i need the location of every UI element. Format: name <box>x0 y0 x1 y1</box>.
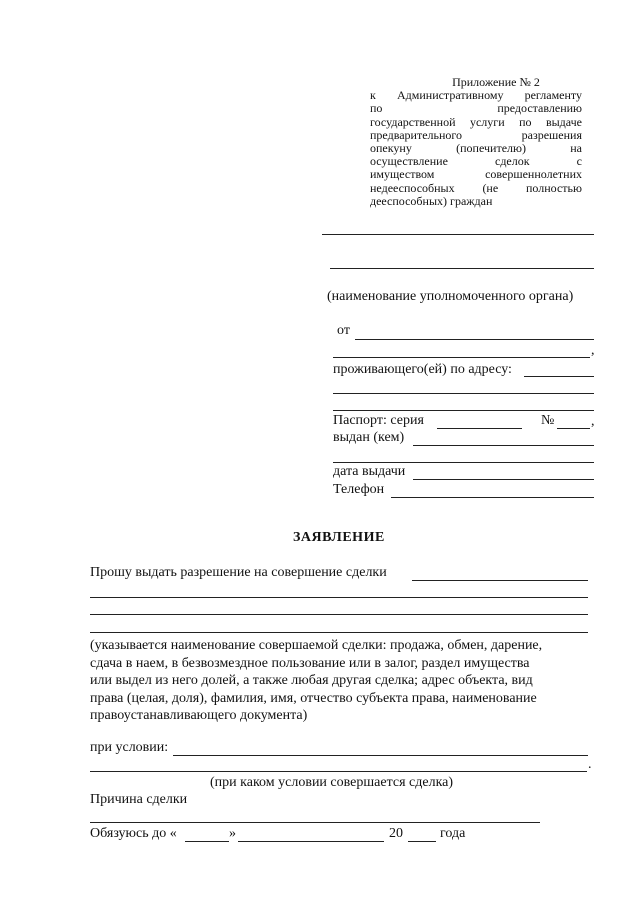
oblige-month-line[interactable] <box>238 841 384 842</box>
deal-description <box>90 637 590 725</box>
authority-caption: (наименование уполномоченного органа) <box>327 289 574 304</box>
description-line: (указывается наименование совершаемой сделки: продажа, обмен, дарение, <box>90 638 543 653</box>
description-line: или выдел из него долей, а также любая другая сделка; адрес объекта, вид <box>90 673 533 688</box>
from-label: от <box>337 323 350 338</box>
issue-date-line[interactable] <box>413 479 594 480</box>
issued-by-line[interactable] <box>413 445 594 446</box>
document-heading: ЗАЯВЛЕНИЕ <box>293 530 385 545</box>
annex-title: Приложение № 2 <box>452 75 540 89</box>
oblige-label: Обязуюсь до « <box>90 826 177 841</box>
reason-line[interactable] <box>90 822 540 823</box>
authority-line-2[interactable] <box>330 268 594 269</box>
phone-label: Телефон <box>333 482 385 497</box>
deal-line-2[interactable] <box>90 597 588 598</box>
description-line: правоустанавливающего документа) <box>90 708 308 723</box>
annex-line: предварительного разрешения <box>370 127 582 142</box>
passport-series-line[interactable] <box>437 428 522 429</box>
deal-line-4[interactable] <box>90 632 588 633</box>
annex-line: имуществом совершеннолетних <box>370 167 582 182</box>
phone-line[interactable] <box>391 497 594 498</box>
reason-label: Причина сделки <box>90 792 188 807</box>
residing-label: проживающего(ей) по адресу: <box>333 362 512 377</box>
issued-by-line-2[interactable] <box>333 462 594 463</box>
year-prefix: 20 <box>389 826 403 841</box>
deal-line-1[interactable] <box>412 580 588 581</box>
annex-line: государственной услуги по выдаче <box>370 114 582 129</box>
oblige-day-line[interactable] <box>185 841 229 842</box>
description-line: сдача в наем, в безвозмездное пользование или в залог, раздел имущества <box>90 655 530 671</box>
issued-by-label: выдан (кем) <box>333 430 405 445</box>
comma: , <box>591 414 595 429</box>
condition-end: . <box>588 757 592 772</box>
quote-close: » <box>229 826 236 841</box>
from-name-line-2[interactable] <box>333 357 590 358</box>
annex-block <box>370 76 582 208</box>
number-sign: № <box>541 413 555 428</box>
condition-label: при условии: <box>90 740 169 755</box>
address-line-2[interactable] <box>333 393 594 394</box>
address-line-3[interactable] <box>333 410 594 411</box>
passport-label: Паспорт: серия <box>333 413 424 428</box>
from-name-line[interactable] <box>355 339 594 340</box>
address-line-1[interactable] <box>524 376 594 377</box>
authority-line-1[interactable] <box>322 234 594 235</box>
request-text: Прошу выдать разрешение на совершение сделки <box>90 565 387 580</box>
description-line: права (целая, доля), фамилия, имя, отчество субъекта права, наименование <box>90 690 537 706</box>
annex-line: к Административному регламенту <box>370 88 582 103</box>
deal-line-3[interactable] <box>90 614 588 615</box>
annex-line: осуществление сделок с <box>370 154 582 169</box>
issue-date-label: дата выдачи <box>333 464 406 479</box>
annex-line: дееспособных) граждан <box>370 193 493 208</box>
condition-line-1[interactable] <box>173 755 588 756</box>
annex-line: по предоставлению <box>370 101 582 116</box>
comma: , <box>591 343 595 358</box>
condition-line-2[interactable] <box>90 771 587 772</box>
oblige-year-line[interactable] <box>408 841 436 842</box>
condition-caption: (при каком условии совершается сделка) <box>210 775 454 790</box>
annex-line: недееспособных (не полностью <box>370 180 582 195</box>
annex-line: опекуну (попечителю) на <box>370 141 582 156</box>
year-suffix: года <box>440 826 466 841</box>
passport-number-line[interactable] <box>557 428 590 429</box>
